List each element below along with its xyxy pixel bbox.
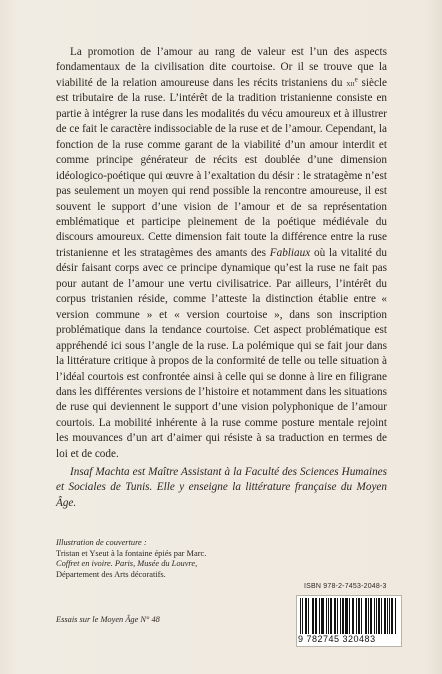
barcode-bar [376, 598, 377, 634]
blurb-text-end: où la vitalité du désir faisant corps avec ce principe dynamique qu’est la ruse ne fait pas pour autant de l’amour une vertu civilisatrice. Par ailleurs, l’intérêt du corpus tristanien réside, comme l’atteste la distinction établie entre « version commune » et « version courtoise », dans son inscription problématique dans la tendance courtoise. Cet aspect problématique est appréhendé ici sous l’angle de la ruse. La polémique qui se fait jour dans la littérature critique à propos de la conformité de telle ou telle situation à l’idéal courtois est confrontée ainsi à celle qui se donne à lire en filigrane dans les différentes versions de l’histoire et notamment dans les situations de ruse qui deviennent le support d’une vision polyphonique de l’amour courtois. La mobilité inhérente à la ruse comme posture mentale rejoint les mouvances d’un art d’aimer qui résiste à sa traduction en termes de loi et de code. [56, 246, 387, 460]
barcode-bar [334, 598, 335, 634]
barcode-bar [331, 598, 332, 634]
barcode-bar [356, 598, 357, 634]
barcode-bar [391, 598, 392, 634]
barcode-bar [316, 598, 317, 634]
barcode-bar [315, 598, 316, 634]
barcode-bar [308, 598, 309, 634]
barcode-bar [322, 598, 323, 634]
barcode-bar [395, 598, 396, 634]
barcode-bar [300, 598, 301, 634]
barcode-bar [359, 598, 360, 634]
credit-line: Illustration de couverture : [56, 538, 147, 547]
barcode-bar [342, 598, 343, 634]
barcode-bar [384, 598, 385, 634]
blurb-text [56, 45, 387, 462]
barcode-bar [313, 598, 314, 634]
barcode-bar [319, 598, 320, 634]
barcode-bar [346, 598, 347, 634]
cover-credit [56, 538, 286, 580]
barcode-bar [361, 598, 362, 634]
barcode-bar [368, 598, 369, 634]
century-numeral: xii [346, 77, 355, 88]
barcode-bar [374, 598, 375, 634]
barcode-bar [389, 598, 390, 634]
barcode-bar [371, 598, 372, 634]
credit-line: Tristan et Yseut à la fontaine épiés par Marc. [56, 548, 207, 558]
barcode-image [300, 598, 396, 634]
barcode-bar [330, 598, 331, 634]
barcode-bar [366, 598, 367, 634]
barcode-bar [352, 598, 353, 634]
fabliaux-title: Fabliaux [269, 246, 311, 259]
barcode-bar [347, 598, 348, 634]
barcode-bar [328, 598, 329, 634]
barcode-bar [323, 598, 324, 634]
barcode-bar [385, 598, 386, 634]
barcode-bar [370, 598, 371, 634]
barcode-bar [326, 598, 327, 634]
barcode-bar [365, 598, 366, 634]
barcode-bar [343, 598, 344, 634]
barcode-bar [306, 598, 307, 634]
barcode-bar [337, 598, 338, 634]
barcode-bar [378, 598, 379, 634]
author-note-text: Insaf Machta est Maître Assistant à la Faculté des Sciences Humaines et Sociales de Tunis. Elle y enseigne la littérature française du Moyen Âge. [56, 466, 387, 509]
barcode-bar [381, 598, 382, 634]
blurb-paragraph [56, 45, 387, 462]
barcode-bar [353, 598, 354, 634]
barcode-digits: 9 782745 320483 [298, 634, 376, 644]
barcode-bar [302, 598, 303, 634]
credit-line: Département des Arts décoratifs. [56, 569, 166, 579]
series-label: Essais sur le Moyen Âge N° 48 [56, 615, 160, 624]
credit-line: Coffret en ivoire. Paris, Musée du Louvre, [56, 559, 198, 569]
barcode-bar [379, 598, 380, 634]
barcode-bar [387, 598, 388, 634]
barcode-bar [345, 598, 346, 634]
barcode-bar [349, 598, 350, 634]
century-superscript: e [354, 75, 358, 84]
blurb-text-middle: siècle est tributaire de la ruse. L’intérêt de la tradition tristanienne consiste en partie à intégrer la ruse dans les modalités du vécu amoureux et à illustrer de ce fait le caractère indissociable de la ruse et de l’amour. Cependant, la fonction de la ruse comme garant de la viabilité d’un amour interdit et comme principe générateur de récits est doublée d’une dimension idéologico-poétique qui œuvre à l’exaltation du désir : le stratagème n’est pas seulement un moyen qui rend possible la rencontre amoureuse, il est souvent le support d’une vision de l’amour et de sa représentation emblématique et participe pleinement de la poétique médiévale du discours amoureux. Cette dimension fait toute la différence entre la ruse tristanienne et les stratagèmes des amants des [56, 76, 387, 259]
blurb-text-start: La promotion de l’amour au rang de valeur est l’un des aspects fondamentaux de la civilisation dite courtoise. Or il se trouve que la viabilité de la relation amoureuse dans les récits tristaniens du [56, 46, 387, 89]
barcode-bar [321, 598, 322, 634]
barcode-bar [358, 598, 359, 634]
author-note [56, 465, 387, 511]
barcode-bar [340, 598, 341, 634]
barcode-bar [335, 598, 336, 634]
barcode-bar [305, 598, 306, 634]
barcode-bar [312, 598, 313, 634]
isbn-label: ISBN 978-2-7453-2048-3 [304, 583, 387, 590]
barcode-bar [392, 598, 393, 634]
